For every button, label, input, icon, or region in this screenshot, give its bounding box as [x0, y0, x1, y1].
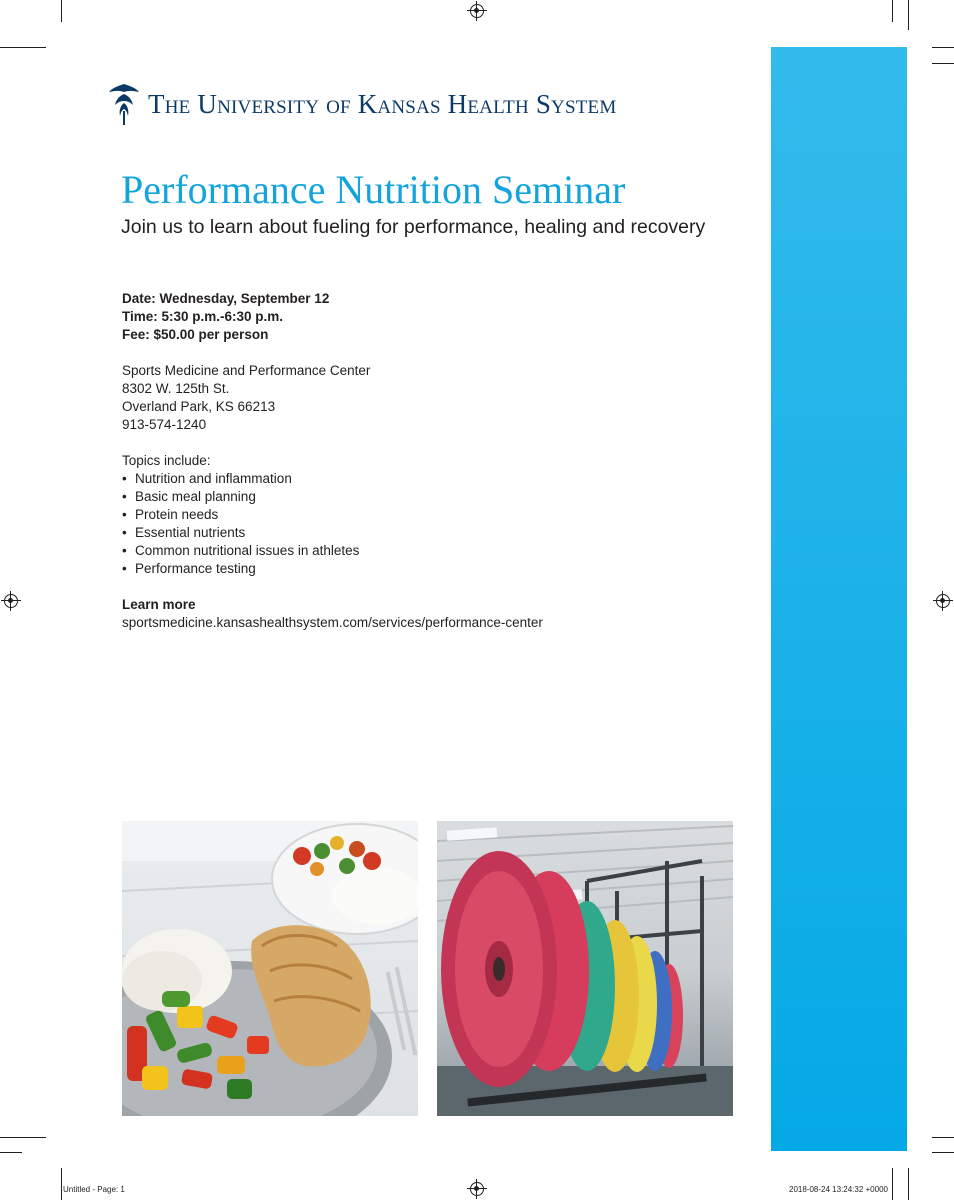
crop-mark — [892, 1168, 893, 1200]
crop-mark — [908, 1168, 909, 1200]
event-fee: Fee: $50.00 per person — [122, 327, 269, 342]
topic-label: Nutrition and inflammation — [135, 471, 292, 486]
crop-mark — [932, 1137, 954, 1138]
crop-mark — [932, 63, 954, 64]
crop-mark — [61, 0, 62, 22]
organization-logo — [108, 82, 616, 126]
footer-page-label: Untitled - Page: 1 — [63, 1185, 125, 1194]
location-city: Overland Park, KS 66213 — [122, 399, 276, 414]
location-name: Sports Medicine and Performance Center — [122, 363, 371, 378]
topic-label: Common nutritional issues in athletes — [135, 543, 360, 558]
list-item: • Protein needs — [122, 507, 219, 522]
list-item: • Performance testing — [122, 561, 256, 576]
location-phone: 913-574-1240 — [122, 417, 207, 432]
crop-mark — [892, 0, 893, 22]
location-street: 8302 W. 125th St. — [122, 381, 230, 396]
list-item: • Nutrition and inflammation — [122, 471, 292, 486]
crop-mark — [908, 0, 909, 30]
registration-mark-icon — [470, 1182, 484, 1196]
ku-health-wheat-icon — [108, 82, 140, 126]
event-time: Time: 5:30 p.m.-6:30 p.m. — [122, 309, 284, 324]
topic-label: Essential nutrients — [135, 525, 246, 540]
weight-plates-photo — [437, 821, 733, 1116]
list-item: • Basic meal planning — [122, 489, 256, 504]
registration-mark-icon — [4, 594, 18, 608]
crop-mark — [61, 1168, 62, 1200]
event-date: Date: Wednesday, September 12 — [122, 291, 330, 306]
learn-more-heading: Learn more — [122, 597, 196, 612]
registration-mark-icon — [936, 594, 950, 608]
crop-mark — [0, 1152, 22, 1153]
topic-label: Protein needs — [135, 507, 219, 522]
list-item: • Common nutritional issues in athletes — [122, 543, 360, 558]
side-accent-bar — [771, 47, 907, 1151]
food-plate-photo — [122, 821, 418, 1116]
crop-mark — [932, 1152, 954, 1153]
organization-name: The University of Kansas Health System — [148, 88, 617, 119]
list-item: • Essential nutrients — [122, 525, 246, 540]
learn-more-url[interactable]: sportsmedicine.kansashealthsystem.com/services/performance-center — [122, 615, 543, 630]
crop-mark — [16, 47, 46, 48]
topics-heading: Topics include: — [122, 453, 211, 468]
page-title: Performance Nutrition Seminar — [121, 167, 626, 212]
topic-label: Basic meal planning — [135, 489, 256, 504]
footer-timestamp: 2018-08-24 13:24:32 +0000 — [789, 1185, 888, 1194]
crop-mark — [0, 1137, 46, 1138]
crop-mark — [932, 47, 954, 48]
page-subtitle: Join us to learn about fueling for performance, healing and recovery — [121, 216, 706, 238]
topic-label: Performance testing — [135, 561, 256, 576]
registration-mark-icon — [470, 4, 484, 18]
event-details — [122, 290, 543, 632]
